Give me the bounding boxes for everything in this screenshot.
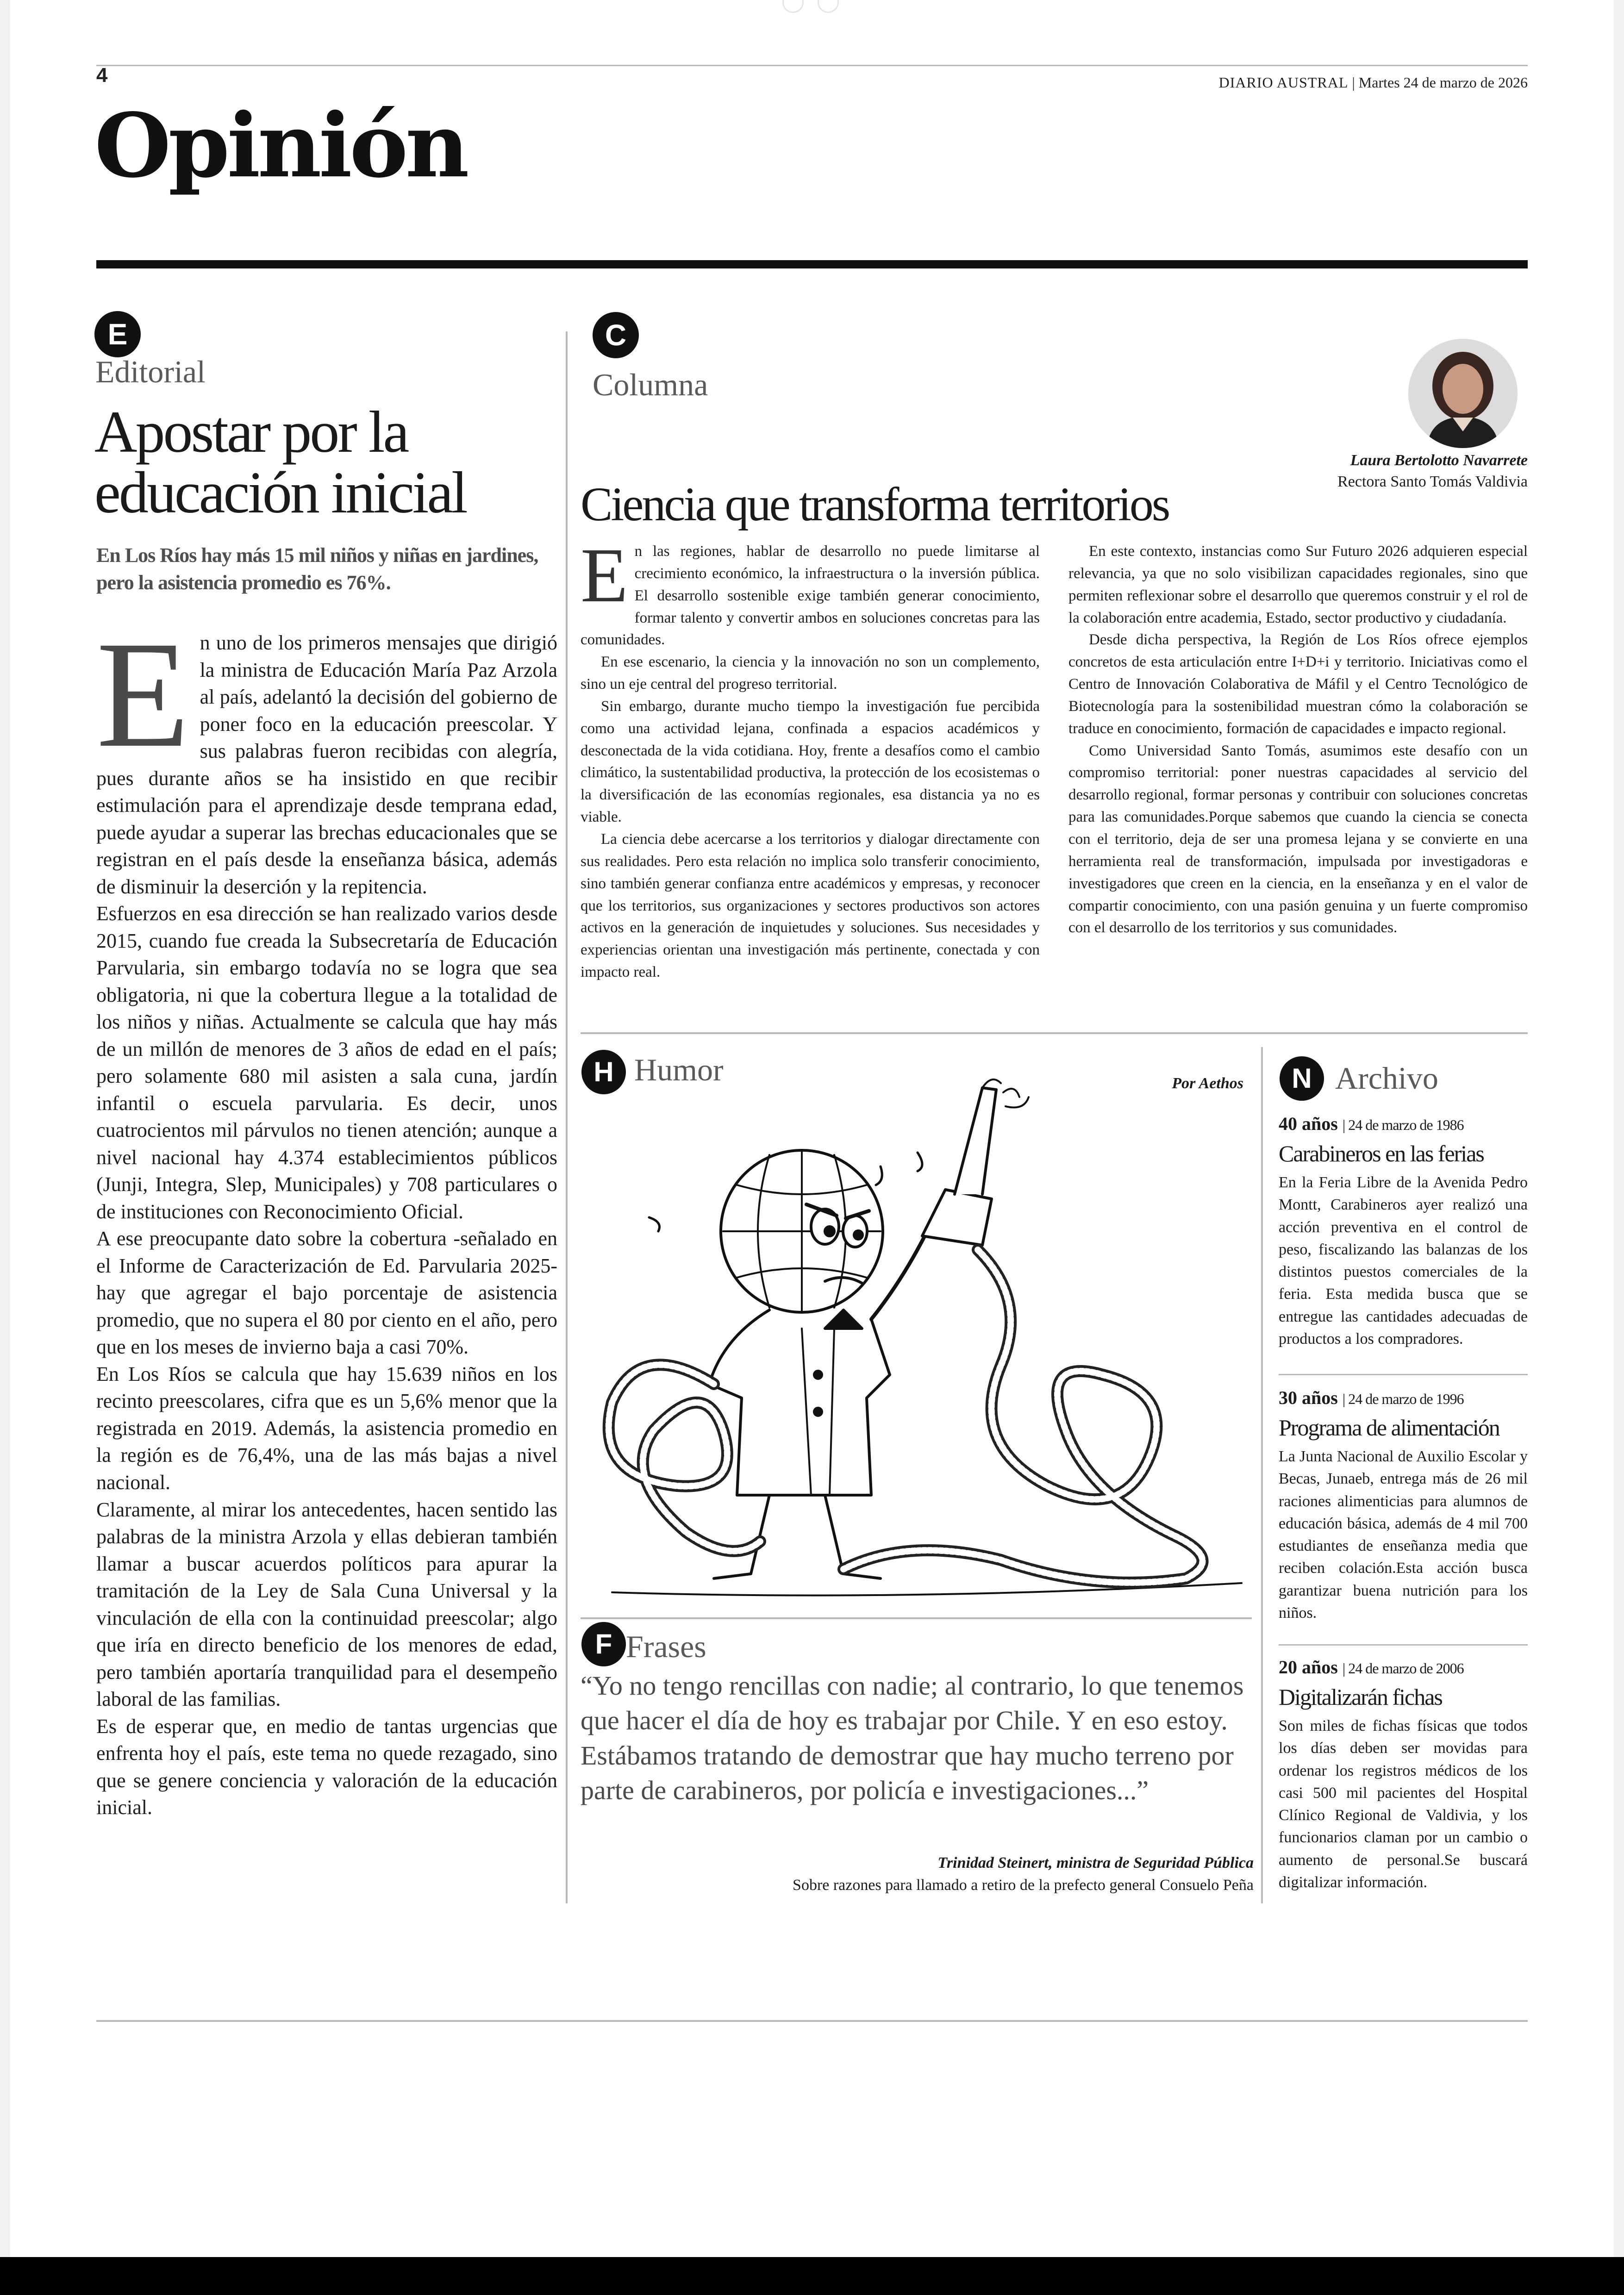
editorial-paragraph: En Los Ríos se calcula que hay 15.639 niños en los recinto preescolares, cifra que es un 5,6% menor que la registrada en 2019. Además, la asistencia promedio en la región es de 76,4%, una de las más bajas a nivel nacional. (96, 1362, 557, 1494)
editorial-headline: Apostar por la educación inicial (94, 399, 466, 525)
humor-cartoon (584, 1079, 1251, 1611)
column-paragraph: Desde dicha perspectiva, la Región de Los Ríos ofrece ejemplos concretos de esta articulación entre I+D+i y territorio. Iniciativas como el Centro de Innovación Colaborativa de Máfil y el Centro Tecnológico de Biotecnología para la sostenibilidad muestran cómo la colaboración se traduce en conocimiento, formación de capacidades e impacto regional. (1068, 631, 1528, 737)
editorial-body (96, 610, 557, 1821)
section-title: Opinión (94, 94, 467, 197)
archive-text: En la Feria Libre de la Avenida Pedro Montt, Carabineros ayer realizó una acción preventiva en el control de peso, fiscalizando las balanzas de los distintos puestos comerciales de la feria. Esta medida busca que se entregue las cantidades adecuadas de productos a los compradores. (1279, 1174, 1528, 1347)
column-paragraph: En este contexto, instancias como Sur Futuro 2026 adquieren especial relevancia, ya que no solo visibilizan capacidades regionales, sino que permiten reflexionar sobre el desarrollo que queremos construir y el rol de la colaboración entre academia, Estado, sector productivo y ciudadanía. (1068, 543, 1528, 626)
archive-text: La Junta Nacional de Auxilio Escolar y Becas, Junaeb, entrega más de 26 mil raciones alimenticias para alumnos de educación básica, además de 4 mil 700 estudiantes de enseñanza media que reciben colación.Esta acción busca garantizar buena nutrición para los niños. (1279, 1448, 1528, 1621)
frases-quote: “Yo no tengo rencillas con nadie; al contrario, lo que tenemos que hacer el día de hoy es trabajar por Chile. Y en eso estoy. Estábamos tratando de demostrar que hay mucho terreno por parte de carabineros, por policía e investigaciones...” (581, 1671, 1244, 1806)
archive-divider (1261, 1047, 1263, 1903)
column-text-left (581, 532, 1040, 984)
column-paragraph: En ese escenario, la ciencia y la innovación no son un complemento, sino un eje central del progreso territorial. (581, 654, 1040, 693)
humor-bottom-rule (581, 1617, 1252, 1619)
page-edge-right (1614, 0, 1624, 2295)
newspaper-dateline: DIARIO AUSTRAL | Martes 24 de marzo de 2026 (1218, 74, 1528, 91)
archive-years: 20 años | 24 de marzo de 2006 (1279, 1657, 1464, 1678)
column-paragraph: Como Universidad Santo Tomás, asumimos este desafío con un compromiso territorial: poner nuestras capacidades al servicio del desarrollo regional, formar personas y contribuir con soluciones concretas para las comunidades.Porque sabemos que cuando la ciencia se conecta con el territorio, deja de ser una promesa lejana y se convierte en una herramienta real de transformación, impulsada por investigadoras e investigadores que creen en la ciencia, en la enseñanza y en el valor de compartir conocimiento, con una pasión genuina y un fuerte compromiso con el desarrollo de los territorios y sus comunidades. (1068, 742, 1528, 936)
page-number: 4 (96, 64, 108, 87)
humor-kicker: Humor (634, 1052, 724, 1087)
archive-entry (1279, 1387, 1528, 1624)
archive-years: 40 años | 24 de marzo de 1986 (1279, 1113, 1464, 1134)
archive-date: | 24 de marzo de 2006 (1342, 1660, 1464, 1677)
archive-date: | 24 de marzo de 1996 (1342, 1391, 1464, 1407)
column-divider (566, 331, 568, 1903)
column-paragraph: La ciencia debe acercarse a los territorios y dialogar directamente con sus realidades. Pero esta relación no implica solo transferir conocimiento, sino también generar confianza entre académicos y empresas, y reconocer que los territorios, sus organizaciones y sectores productivos son actores activos en la generación de inquietudes y soluciones. Sus necesidades y experiencias orientan una investigación más pertinente, conectada y con impacto real. (581, 830, 1040, 981)
frases-badge: F (581, 1622, 626, 1666)
archive-date: | 24 de marzo de 1986 (1342, 1116, 1464, 1133)
editorial-deck: En Los Ríos hay más 15 mil niños y niñas en jardines, pero la asistencia promedio es 76%. (96, 544, 538, 594)
archive-title: Digitalizarán fichas (1279, 1684, 1442, 1710)
archivo-kicker: Archivo (1335, 1060, 1438, 1096)
page-edge-left (0, 0, 10, 2295)
column-kicker: Columna (593, 367, 708, 402)
column-author-role: Rectora Santo Tomás Valdivia (1337, 473, 1528, 490)
archive-rule (1279, 1374, 1528, 1375)
column-dropcap: E (581, 532, 628, 618)
section-rule (96, 260, 1528, 268)
column-headline: Ciencia que transforma territorios (581, 478, 1169, 531)
humor-badge: H (581, 1050, 626, 1094)
archive-rule (1279, 1644, 1528, 1646)
editorial-paragraph: Esfuerzos en esa dirección se han realizado varios desde 2015, cuando fue creada la Subsecretaría de Educación Parvularia, sin embargo todavía no se logra que sea obligatoria, ni que la cobertura llegue a la totalidad de los niños y niñas. Actualmente se calcula que hay más de un millón de menores de 3 años de edad en el país; pero solamente 680 mil asisten a sala cuna, jardín infantil o escuela parvularia. Es decir, unos cuatrocientos mil párvulos no tienen atención; aunque a nivel nacional hay 4.374 establecimientos públicos (Junji, Integra, Slep, Municipales) y 708 particulares o de instituciones con Reconocimiento Oficial. (96, 902, 557, 1223)
archive-title: Carabineros en las ferias (1279, 1141, 1484, 1166)
archive-title: Programa de alimentación (1279, 1415, 1499, 1441)
archive-text: Son miles de fichas físicas que todos los días deben ser movidas para ordenar los registros médicos de los casi 500 mil pacientes del Hospital Clínico Regional de Valdivia, y los funcionarios claman por un cambio o aumento de personal.Se buscará digitalizar información. (1279, 1717, 1528, 1891)
column-first-paragraph: En las regiones, hablar de desarrollo no puede limitarse al crecimiento económico, la infraestructura o la inversión pública. El desarrollo sostenible exige también generar conocimiento, formar talento y convertir ambos en soluciones concretas para las comunidades. (581, 532, 1040, 649)
editorial-paragraph: Es de esperar que, en medio de tantas urgencias que enfrenta hoy el país, este tema no quede rezagado, sino que se genere conciencia y valoración de la educación inicial. (96, 1715, 557, 1819)
frases-kicker: Frases (626, 1629, 706, 1664)
humor-byline: Por Aethos (1172, 1075, 1243, 1092)
author-photo (1408, 339, 1518, 448)
archive-entry (1279, 1656, 1528, 1894)
issue-date: Martes 24 de marzo de 2026 (1358, 74, 1528, 91)
archive-entry (1279, 1113, 1528, 1350)
footer-rule (96, 2020, 1528, 2022)
column-text-right (1068, 541, 1528, 939)
editorial-first-paragraph: En uno de los primeros mensajes que dirigió la ministra de Educación María Paz Arzola al país, adelantó la decisión del gobierno de poner foco en la educación preescolar. Y sus palabras fueron recibidas con alegría, pues durante años se ha insistido en que recibir estimulación para el aprendizaje desde temprana edad, puede ayudar a superar las brechas educacionales que se registran en el país desde la enseñanza básica, además de disminuir la deserción y la repitencia. (96, 610, 557, 898)
editorial-dropcap: E (96, 610, 190, 779)
editorial-paragraph: A ese preocupante dato sobre la cobertura -señalado en el Informe de Caracterización de Ed. Parvularia 2025- hay que agregar el bajo porcentaje de asistencia promedio, que no supera el 80 por ciento en el año, pero que en los meses de invierno baja a casi 70%. (96, 1227, 557, 1359)
frases-author: Trinidad Steinert, ministra de Seguridad Pública (937, 1854, 1254, 1871)
page-indicator (782, 0, 843, 14)
newspaper-name: DIARIO AUSTRAL (1218, 74, 1349, 91)
editorial-kicker: Editorial (95, 354, 206, 389)
archivo-badge: N (1280, 1056, 1324, 1101)
archive-years: 30 años | 24 de marzo de 1996 (1279, 1387, 1464, 1408)
frases-context: Sobre razones para llamado a retiro de la prefecto general Consuelo Peña (793, 1877, 1254, 1894)
column-bottom-rule (581, 1032, 1528, 1034)
column-paragraph: Sin embargo, durante mucho tiempo la investigación fue percibida como una actividad lejana, confinada a espacios académicos y desconectada de la vida cotidiana. Hoy, frente a desafíos como el cambio climático, la sustentabilidad productiva, la protección de los ecosistemas o la diversificación de las economías regionales, esa distancia ya no es viable. (581, 698, 1040, 826)
editorial-badge: E (94, 311, 141, 357)
bottom-bar (0, 2257, 1624, 2295)
column-author: Laura Bertolotto Navarrete (1350, 452, 1528, 469)
column-badge: C (593, 312, 639, 358)
top-rule (96, 65, 1528, 66)
editorial-paragraph: Claramente, al mirar los antecedentes, hacen sentido las palabras de la ministra Arzola y ellas debieran también llamar a buscar acuerdos políticos para apurar la tramitación de la Ley de Sala Cuna Universal y la vinculación de ella con la continuidad preescolar; algo que iría en directo beneficio de los menores de edad, pero también aportaría tranquilidad para el desempeño laboral de las familias. (96, 1498, 557, 1711)
